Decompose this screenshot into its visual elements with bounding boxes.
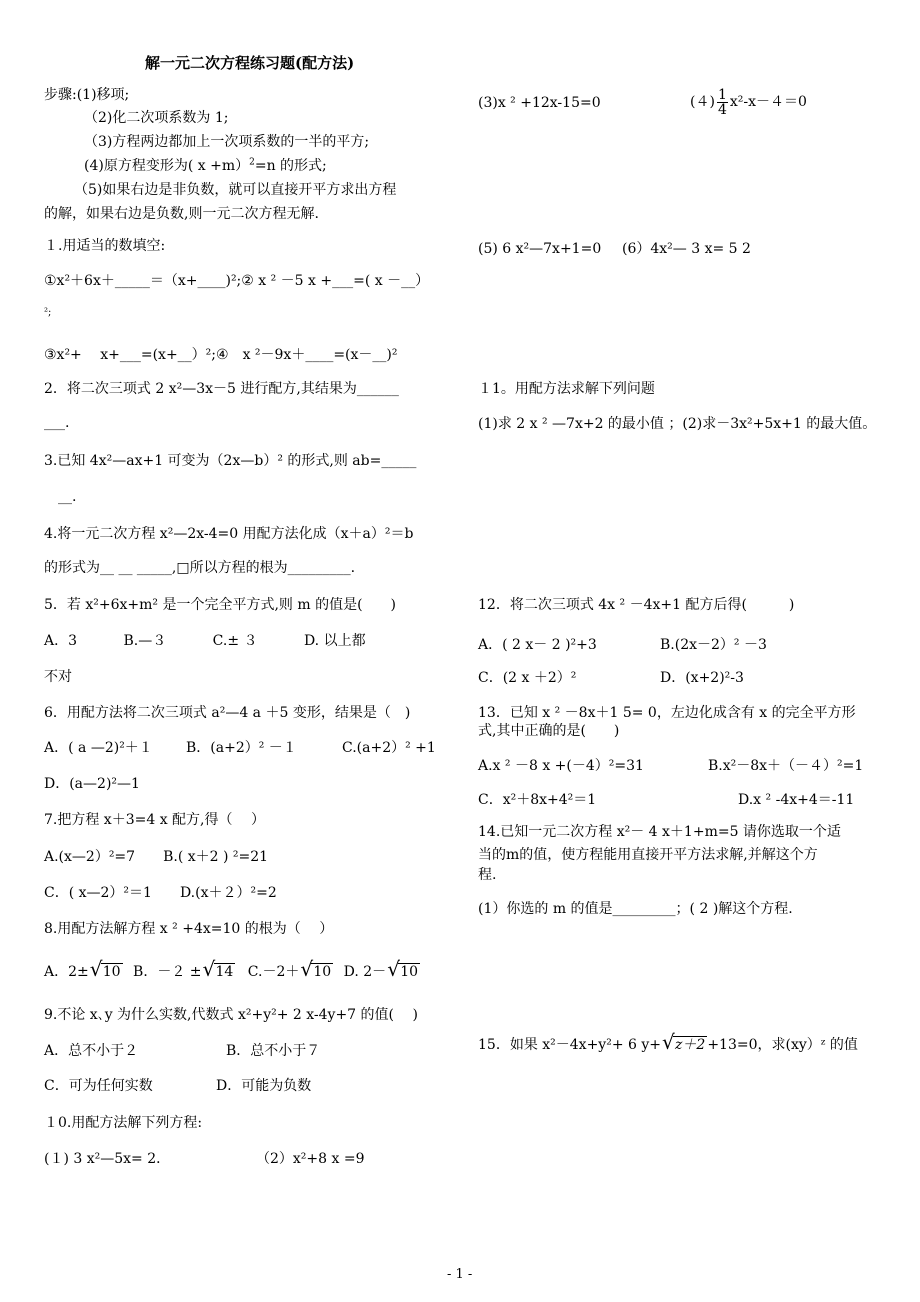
q8-option-c: C.－2＋ <box>247 964 300 980</box>
fraction-one-quarter: $\frac{1}{4}$ <box>717 86 727 118</box>
q7-options-ab: A.(x—2）²=7 B.( x＋2 ) ²=21 <box>44 849 269 865</box>
step-5-cont: 的解，如果右边是负数,则一元二次方程无解. <box>44 206 319 222</box>
q8-option-a: A．2± <box>44 964 89 980</box>
page-title: 解一元二次方程练习题(配方法) <box>145 54 355 72</box>
q13-option-c: C．x²＋8x+4²＝1 <box>478 792 597 808</box>
q1-line-1: ①x²＋6x＋_____＝（x+____)²;② x ² －5 x +___=( x －__） <box>44 273 430 289</box>
q7-options-cd: C．( x—2）²＝1 D.(x＋２）²=2 <box>44 885 277 901</box>
q11-heading: １1。用配方法求解下列问题 <box>478 381 655 397</box>
q10-part-6: (6）4x²— 3 x= 5 2 <box>622 241 751 257</box>
q8-option-b: B．－２ ± <box>133 964 202 980</box>
q4-line-1: 4.将一元二次方程 x²—2x-4=0 用配方法化成（x＋a）²＝b <box>44 526 414 542</box>
q1-line-2: ²; <box>44 307 52 318</box>
q6-option-a: A．( a —2)²＋１ <box>44 740 153 756</box>
q11-body: (1)求 2 x ² —7x+2 的最小值 ；(2)求－3x²+5x+1 的最大值。 <box>478 416 877 432</box>
q13-stem-1: 13．已知 x ² －8x＋1 5= 0，左边化成含有 x 的完全平方形 <box>478 705 856 721</box>
page-number: - 1 - <box>447 1267 473 1282</box>
sqrt-symbol: √ 10 <box>387 957 419 981</box>
q2-line-2: ___. <box>44 415 70 431</box>
q5-options: A．3 B.—３ C.± ３ D. 以上都 <box>44 633 366 649</box>
q5-options-cont: 不对 <box>44 669 72 685</box>
q13-option-b: B.x²－8x＋（－４）²=1 <box>708 758 864 774</box>
q9-option-d: D．可能为负数 <box>216 1078 312 1094</box>
q1-heading: １.用适当的数填空: <box>44 238 166 254</box>
step-3: （3)方程两边都加上一次项系数的一半的平方; <box>84 134 370 150</box>
q14-line-3: 程. <box>478 867 497 883</box>
step-2: （2)化二次项系数为 1; <box>84 110 229 126</box>
q6-stem: 6．用配方法将二次三项式 a²—4 a ＋5 变形，结果是（ ) <box>44 705 411 721</box>
q12-option-b: B.(2x－2）² －3 <box>660 637 767 653</box>
q6-option-b: B．(a+2）² －１ <box>186 740 297 756</box>
q8-options <box>44 957 420 981</box>
step-1: 步骤:(1)移项; <box>44 87 130 103</box>
sqrt-symbol: √ 14 <box>202 957 234 981</box>
q13-option-d: D.x ² -4x+4＝-11 <box>738 792 855 808</box>
q15-text: 15．如果 x²－4x+y²+ 6 y+ √ z＋2 +13=0，求(xy）ᶻ 的值 <box>478 1030 858 1054</box>
q10-heading: １0.用配方法解下列方程: <box>44 1115 203 1131</box>
q9-option-b: B．总不小于７ <box>226 1043 321 1059</box>
q5-stem: 5．若 x²+6x+m² 是一个完全平方式,则 m 的值是( ) <box>44 597 397 613</box>
q14-line-4: (1）你选的 m 的值是_________；( 2 )解这个方程. <box>478 901 793 917</box>
q10-part-1: (１) 3 x²—5x= 2． <box>44 1151 171 1167</box>
sqrt-symbol: √ z＋2 <box>662 1030 706 1054</box>
sqrt-symbol: √ 10 <box>300 957 332 981</box>
q9-stem: 9.不论 x､y 为什么实数,代数式 x²+y²+ 2 x-4y+7 的值( ) <box>44 1007 418 1023</box>
q12-option-d: D．(x+2)²-3 <box>660 670 744 686</box>
q13-option-a: A.x ² －8 x +(－4）²=31 <box>478 758 644 774</box>
q1-line-3: ③x²+ x+___=(x+__）²;④ x ²－9x＋____=(x－__)² <box>44 347 398 363</box>
q10-part-3: (3)x ² +12x-15=0 <box>478 95 601 111</box>
q13-stem-2: 式,其中正确的是( ) <box>478 723 620 739</box>
q4-line-2: 的形式为__ __ _____,□所以方程的根为_________. <box>44 560 356 576</box>
q9-option-a: A．总不小于２ <box>44 1043 139 1059</box>
q6-option-d: D．(a—2)²—1 <box>44 776 140 792</box>
q12-stem: 12．将二次三项式 4x ² －4x+1 配方后得( ) <box>478 597 795 613</box>
q6-option-c: C.(a+2）² +1 <box>342 740 436 756</box>
q12-option-a: A．( 2 x－ 2 )²+3 <box>478 637 597 653</box>
q14-line-1: 14.已知一元二次方程 x²－ 4 x＋1+m=5 请你选取一个适 <box>478 824 841 840</box>
q12-option-c: C．(2 x ＋2）² <box>478 670 577 686</box>
step-4: (4)原方程变形为( x +m）$^2$=n 的形式; <box>84 157 327 174</box>
q10-part-2: （2）x²+8 x =9 <box>256 1151 365 1167</box>
q8-option-d: D. 2－ <box>343 964 387 980</box>
q14-line-2: 当的m的值，使方程能用直接开平方法求解,并解这个方 <box>478 847 818 863</box>
q8-stem: 8.用配方法解方程 x ² +4x=10 的根为（ ） <box>44 921 334 937</box>
q2-line-1: 2．将二次三项式 2 x²—3x－5 进行配方,其结果为______ <box>44 381 399 397</box>
q10-part-5: (5) 6 x²—7x+1=0 <box>478 241 602 257</box>
q7-stem: 7.把方程 x＋3=4 x 配方,得（ ） <box>44 812 265 828</box>
sqrt-symbol: √ 10 <box>89 957 121 981</box>
q10-part-4: (４) $\frac{1}{4}$ x²-x－４＝0 <box>690 86 807 118</box>
step-5: （5)如果右边是非负数，就可以直接开平方求出方程 <box>74 182 397 198</box>
q3-line-2: __. <box>58 489 77 505</box>
q9-option-c: C．可为任何实数 <box>44 1078 153 1094</box>
q3-line-1: 3.已知 4x²—ax+1 可变为（2x—b）² 的形式,则 ab=_____ <box>44 453 417 469</box>
